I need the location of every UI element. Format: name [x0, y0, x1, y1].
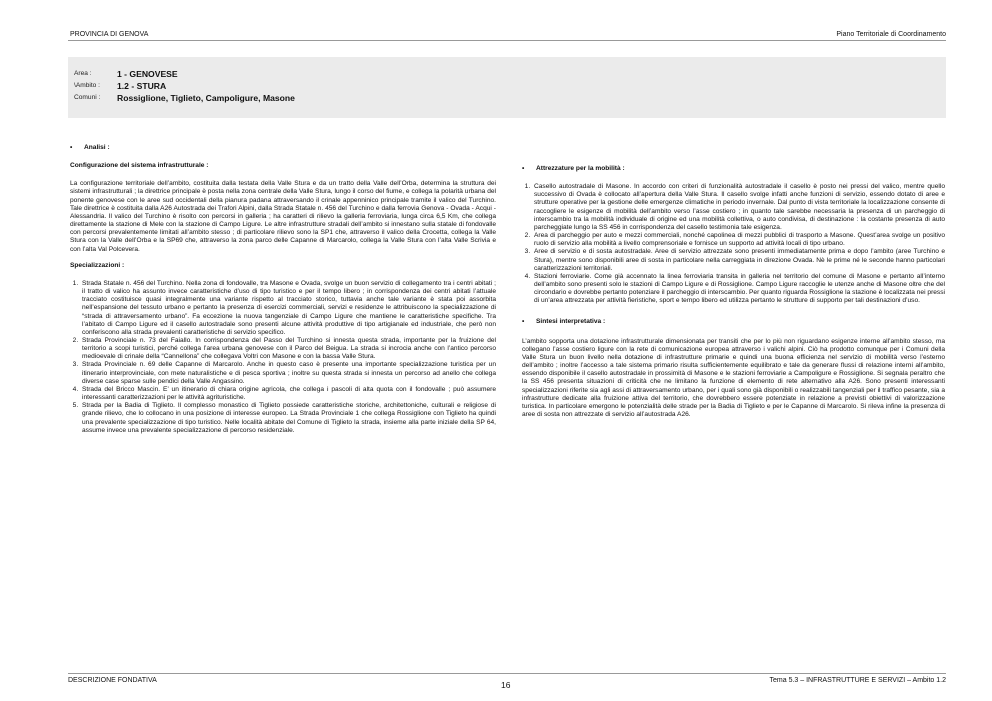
footer-rule: [68, 673, 946, 674]
list-item: 1. Strada Statale n. 456 del Turchino. Nella zona di fondovalle, tra Masone e Ovada, svolge un buon servizio di collegamento tra i centri abitati ; il tratto di valico ha assunto invece caratteristiche d’uso di tipo turistico e per il tempo libero ; in corrispondenza dei centri abitati l’attuale tracciato costituisce quasi integralmente una variante rispetto al tracciato storico, tuttavia anche tale variante è stata poi assorbita nell’espansione del tessuto urbano e pertanto la presenza di esercizi commerciali, servizi e residenze le attribuiscono la specializzazione di “strada di attraversamento urbano”. Fa eccezione la nuova tangenziale di Campo Ligure che mantiene le caratteristiche specifiche. Tra l’abitato di Campo Ligure ed il casello autostradale sono presenti alcune attività produttive di tipo artigianale ed industriale, che però non conferiscono alla strada prevalenti caratteristiche di servizio specifico.: [80, 280, 496, 337]
spec-list: [70, 280, 496, 435]
list-item: 5. Strada per la Badia di Tiglieto. Il complesso monastico di Tiglieto possiede caratteristiche storiche, architettoniche, culturali e religiose di grande rilievo, che lo collocano in una posizione di interesse europeo. La Strada Provinciale 1 che collega Rossiglione con Tiglieto ha quindi una prevalente specializzazione di tipo turistico. Nelle località abitate del Comune di Tiglieto la strada, insieme alla parte iniziale della SP 64, assume invece una prevalente specializzazione di percorso residenziale.: [80, 402, 496, 435]
footer-right: Tema 5.3 – INFRASTRUTTURE E SERVIZI – Ambito 1.2: [769, 677, 946, 684]
config-heading: Configurazione del sistema infrastrutturale :: [70, 162, 209, 170]
page-number: 16: [501, 680, 511, 690]
area-value: 1 - GENOVESE: [117, 69, 178, 79]
area-info-box: [68, 57, 946, 118]
list-item: 3. Strada Provinciale n. 69 delle Capanne di Marcarolo. Anche in questo caso è presente una importante specializzazione turistica per un itinerario interprovinciale, con mete naturalistiche e di pesca sportiva ; inoltre su questa strada si innesta un percorso ad anello che collega diverse case sparse sulle pendici della Valle Angassino.: [80, 361, 496, 385]
list-item: 4. Strada del Bricco Mascin. E’ un itinerario di chiara origine agricola, che collega i pascoli di alta quota con il fondovalle ; può assumere interessanti caratterizzazioni per le attività agrituristiche.: [80, 386, 496, 402]
spec-heading: Specializzazioni :: [70, 261, 125, 269]
header-right: Piano Territoriale di Coordinamento: [836, 31, 946, 38]
ambito-value: 1.2 - STURA: [117, 81, 167, 91]
attrezzature-list: [522, 183, 945, 305]
list-item: 3. Aree di servizio e di sosta autostradale. Aree di servizio attrezzate sono presenti immediatamente prima e dopo l’ambito (aree Turchino e Stura), mentre sono disponibili aree di sosta in particolare nella carreggiata in direzione Ovada. Nè le prime né le seconde hanno particolari caratterizzazioni territoriali.: [532, 248, 945, 272]
left-column: [70, 144, 496, 435]
list-item: 4. Stazioni ferroviarie. Come già accennato la linea ferroviaria transita in galleria nel territorio del comune di Masone e pertanto all’interno dell’ambito sono presenti solo le stazioni di Campo Ligure e di Rossiglione. Campo Ligure raccoglie le utenze anche di Masone oltre che del circondario e dovrebbe pertanto potenziare il parcheggio di interscambio. Per quanto riguarda Rossiglione la stazione è localizzata nei pressi di un’area attrezzata per attività fieristiche, sport e tempo libero ed utilizza pertanto le strutture di supporto per tali destinazioni d’uso.: [532, 273, 945, 306]
comuni-value: Rossiglione, Tiglieto, Campoligure, Masone: [117, 93, 295, 103]
ambito-label: \Ambito :: [74, 82, 101, 89]
sintesi-heading: • Sintesi interpretativa :: [522, 318, 945, 326]
footer-left: DESCRIZIONE FONDATIVA: [68, 677, 157, 684]
list-item: 2. Strada Provinciale n. 73 del Faiallo. In corrispondenza del Passo del Turchino si innesta questa strada, importante per la fruizione del territorio a scopi turistici, perché collega l’area urbana genovese con il Parco del Beigua. La strada si incrocia anche con l’antico percorso medioevale di crinale della “Cannellona” che collegava Voltri con Masone e con la bassa Valle Stura.: [80, 337, 496, 361]
right-column: [522, 165, 945, 419]
list-item: 1. Casello autostradale di Masone. In accordo con criteri di funzionalità autostradale il casello è posto nei pressi del valico, mentre quello successivo di Ovada è collocato all’apertura della Valle Stura. Il casello svolge infatti anche funzioni di servizio, essendo dotato di aree e strutture operative per la gestione delle emergenze climatiche in periodo invernale. Dal punto di vista territoriale la localizzazione consente di raccogliere le esigenze di mobilità dell’ambito verso l’asse costiero ; in quanto tale sarebbe necessaria la presenza di un parcheggio di interscambio tra la mobilità individuale di origine ed una mobilità collettiva, o auto condivisa, di destinazione : la costante presenza di auto parcheggiate lungo la SS 456 in corrispondenza del casello testimonia tale esigenza.: [532, 183, 945, 232]
header-left: PROVINCIA DI GENOVA: [70, 31, 149, 38]
sintesi-paragraph: L’ambito sopporta una dotazione infrastrutturale dimensionata per transiti che per lo più non riguardano esigenze interne all’ambito stesso, ma collegano l’asse costiero ligure con la rete di comunicazione europea attraverso i valichi alpini. Ciò ha prodotto comunque per i Comuni della Valle Stura un buon livello nella dotazione di infrastrutture primarie e quindi una buona efficienza nel servizio di mobilità verso l’esterno dell’ambito ; inoltre l’accesso a tale sistema primario risulta sufficientemente equilibrato e tale da generare flussi di relazione interni all’ambito, essendo disponibile il casello autostradale in prossimità di Masone e le stazioni ferroviarie a Campoligure e Rossiglione. Si segnala peraltro che la SS 456 presenta situazioni di criticità che ne limitano la funzione di elemento di rete alternativo alla A26. Sono presenti interessanti specializzazioni riferite sia agli assi di attraversamento urbano, per i quali sono già disponibili o realizzabili tangenziali per il traffico pesante, sia a infrastrutture dedicate alla fruizione attiva del territorio, che dovrebbero essere potenziate in relazione a previsti obiettivi di valorizzazione turistica. In particolare emergono le potenzialità delle strade per la Badia di Tiglieto e per le Capanne di Marcarolo. Si rileva infine la presenza di aree di sosta non attrezzate di servizio all’autostrada A26.: [522, 337, 945, 419]
comuni-label: Comuni :: [74, 94, 101, 101]
list-item: 2. Area di parcheggio per auto e mezzi commerciali, nonché capolinea di mezzi pubblici di trasporto a Masone. Quest’area svolge un positivo ruolo di servizio alla mobilità a livello comprensoriale e fornisce un supporto ad attività locali di tipo urbano.: [532, 232, 945, 248]
analisi-heading: • Analisi :: [70, 144, 496, 152]
header-rule: [68, 40, 946, 41]
area-label: Area :: [74, 70, 92, 77]
attrezzature-heading: • Attrezzature per la mobilità :: [522, 165, 945, 173]
config-paragraph: La configurazione territoriale dell’ambito, costituita dalla testata della Valle Stura e da un tratto della Valle dell’Orba, determina la struttura dei sistemi infrastrutturali ; la direttrice principale è posta nella zona centrale della Valle Stura, lungo il corso del fiume, e collega la polarità urbana del ponente genovese con le aree sud occidentali della pianura padana attraversando il crinale appenninico principale tramite il valico del Turchino. Tale direttrice è costituita dalla A26 Autostrada dei Trafori Alpini, dalla Strada Statale n. 456 del Turchino e dalla ferrovia Genova - Ovada - Acqui - Alessandria. Il valico del Turchino è risolto con percorsi in galleria ; ha caratteri di rilievo la galleria ferroviaria, lunga circa 6,5 Km, che collega direttamente la stazione di Mele con la stazione di Campo Ligure. Le altre infrastrutture stradali dell’ambito si innestano sulla statale di fondovalle con percorsi prevalentemente limitati all’ambito stesso ; di particolare rilievo sono la SP1 che, attraverso il valico della Crocetta, collega la Valle Stura con la Valle dell’Orba e la SP69 che, attraverso la zona parco delle Capanne di Marcarolo, collega la Valle Stura con l’alta Valle Scrivia e con l’alta Val Polcevera.: [70, 180, 496, 253]
